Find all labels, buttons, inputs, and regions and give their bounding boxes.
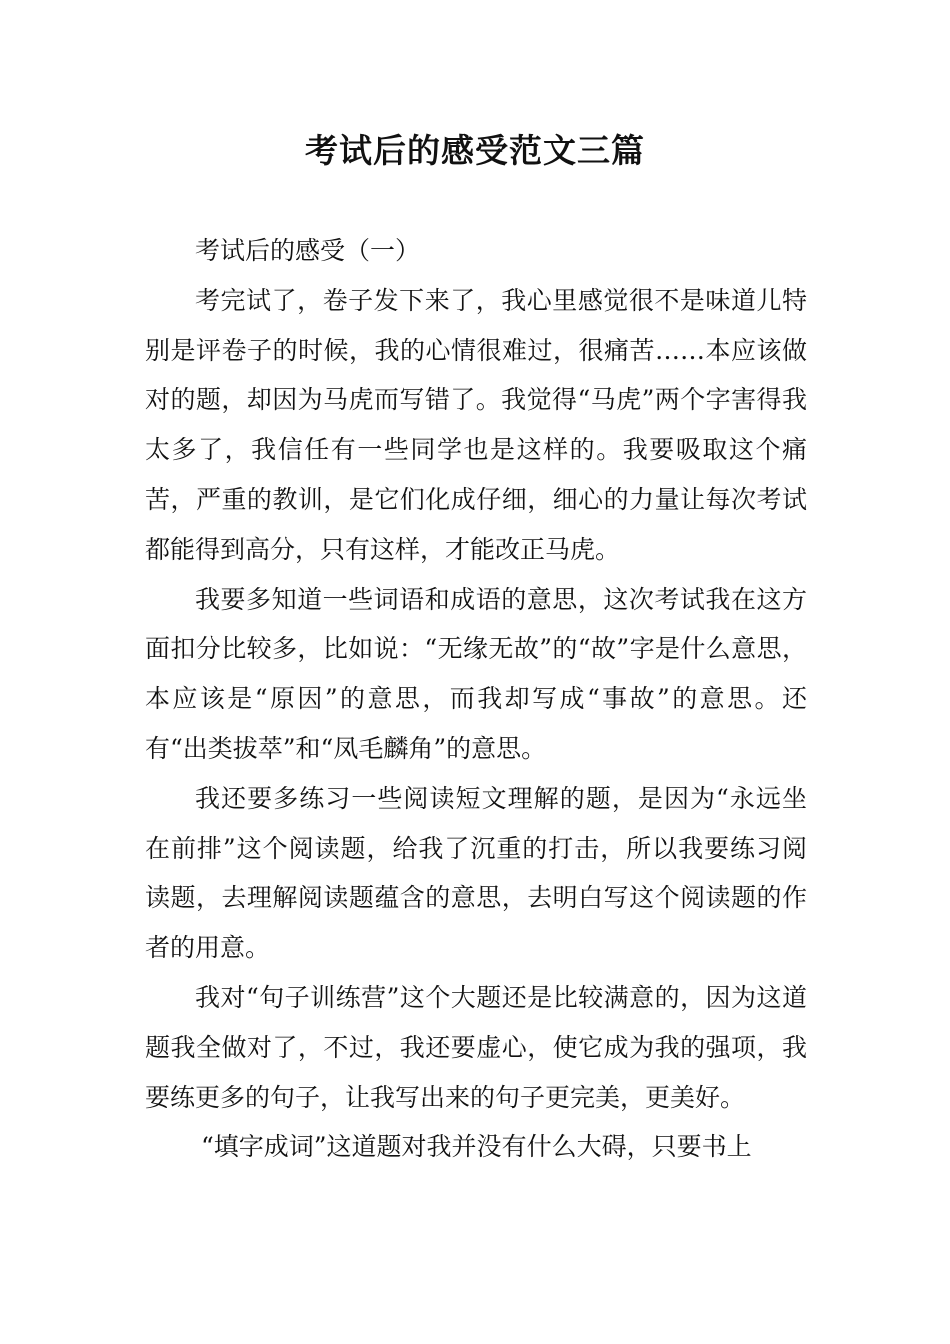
- document-title: 考试后的感受范文三篇: [305, 131, 645, 170]
- paragraph-2: 我要多知道一些词语和成语的意思，这次考试我在这方面扣分比较多，比如说：“无缘无故”的“故”字是什么意思，本应该是“原因”的意思，而我却写成“事故”的意思。还有“出类拔萃”和“凤毛麟角”的意思。: [145, 584, 807, 763]
- paragraph-1: 考完试了，卷子发下来了，我心里感觉很不是味道儿特别是评卷子的时候，我的心情很难过，很痛苦……本应该做对的题，却因为马虎而写错了。我觉得“马虎”两个字害得我太多了，我信任有一些同学也是这样的。我要吸取这个痛苦，严重的教训，是它们化成仔细，细心的力量让每次考试都能得到高分，只有这样，才能改正马虎。: [145, 285, 807, 564]
- paragraph-3: 我还要多练习一些阅读短文理解的题，是因为“永远坐在前排”这个阅读题，给我了沉重的打击，所以我要练习阅读题，去理解阅读题蕴含的意思，去明白写这个阅读题的作者的用意。: [145, 783, 807, 963]
- paragraph-4: 我对“句子训练营”这个大题还是比较满意的，因为这道题我全做对了，不过，我还要虚心，使它成为我的强项，我要练更多的句子，让我写出来的句子更完美，更美好。: [145, 982, 807, 1112]
- paragraph-5: “填字成词”这道题对我并没有什么大碍，只要书上: [201, 1132, 752, 1162]
- document-body: [145, 226, 807, 1172]
- section-heading: 考试后的感受（一）: [195, 236, 421, 265]
